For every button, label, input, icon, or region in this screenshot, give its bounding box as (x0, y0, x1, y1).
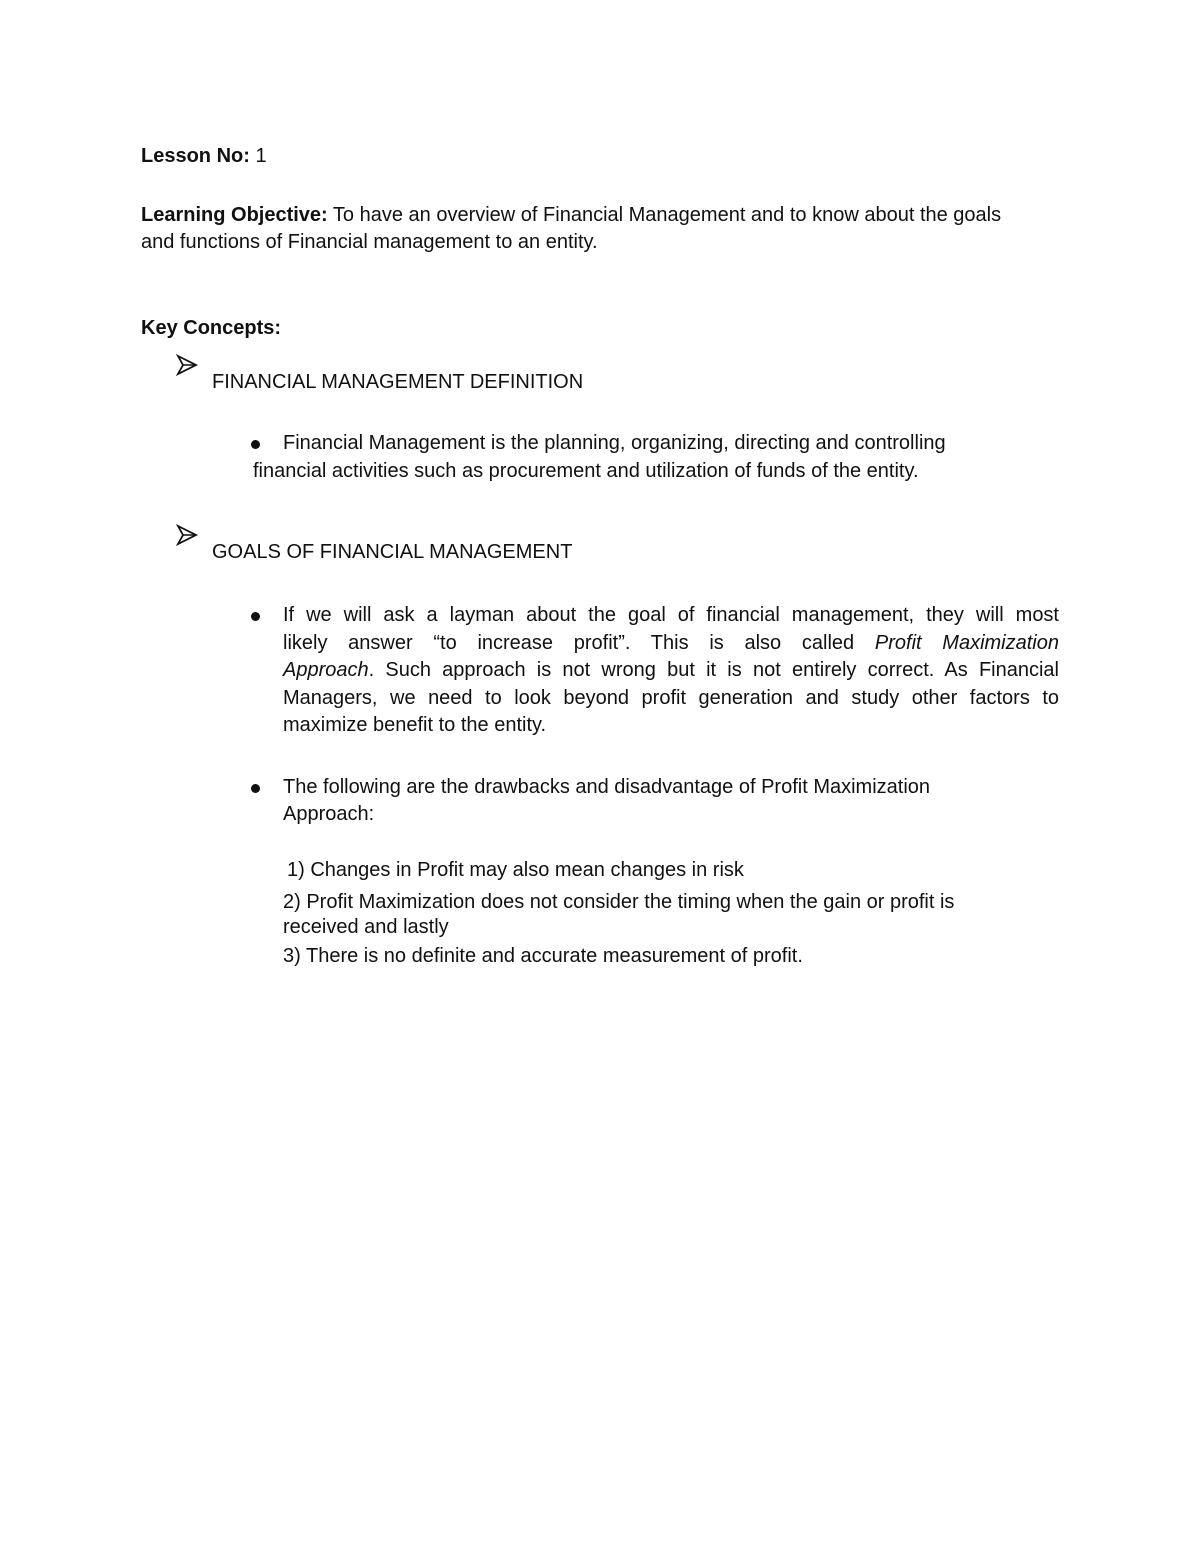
bullet-icon (251, 440, 260, 449)
lesson-number (141, 143, 267, 170)
learning-objective (141, 202, 1001, 229)
drawback-item: 2) Profit Maximization does not consider the timing when the gain or profit is (283, 891, 955, 913)
objective-text-line1: To have an overview of Financial Management and to know about the goals (332, 204, 1002, 226)
objective-label: Learning Objective: (141, 204, 328, 226)
section-heading-definition: FINANCIAL MANAGEMENT DEFINITION (212, 371, 584, 393)
drawback-item: 3) There is no definite and accurate measurement of profit. (283, 945, 803, 967)
para-line (283, 630, 1059, 658)
key-concepts-label: Key Concepts: (141, 317, 282, 339)
lesson-label: Lesson No: (141, 145, 250, 167)
definition-line1: Financial Management is the planning, organizing, directing and controlling (283, 432, 946, 454)
para-line (283, 657, 1059, 685)
section-heading-goals: GOALS OF FINANCIAL MANAGEMENT (212, 541, 573, 563)
definition-line2: financial activities such as procurement and utilization of funds of the entity. (253, 460, 919, 482)
para-text: . Such approach is not wrong but it is not entirely correct. As Financial (368, 659, 1059, 681)
bullet-icon (251, 612, 260, 621)
goals-paragraph (283, 602, 1059, 740)
para-line: maximize benefit to the entity. (283, 714, 547, 736)
para-italic: Approach (283, 659, 369, 681)
lesson-value: 1 (255, 145, 267, 167)
para-line: If we will ask a layman about the goal of financial management, they will most (283, 604, 1059, 626)
para-italic: Profit Maximization (874, 631, 1059, 654)
drawbacks-intro-line1: The following are the drawbacks and disadvantage of Profit Maximization (283, 776, 931, 798)
arrow-bullet-icon (176, 524, 198, 546)
para-text: likely answer “to increase profit”. This is also called (283, 631, 855, 654)
bullet-icon (251, 784, 260, 793)
arrow-bullet-icon (176, 354, 198, 376)
drawback-item-continued: received and lastly (283, 916, 449, 938)
objective-text-line2: and functions of Financial management to an entity. (141, 231, 598, 253)
para-line: Managers, we need to look beyond profit generation and study other factors to (283, 686, 1059, 709)
drawback-item: 1) Changes in Profit may also mean changes in risk (287, 859, 744, 881)
drawbacks-intro-line2: Approach: (283, 803, 375, 825)
